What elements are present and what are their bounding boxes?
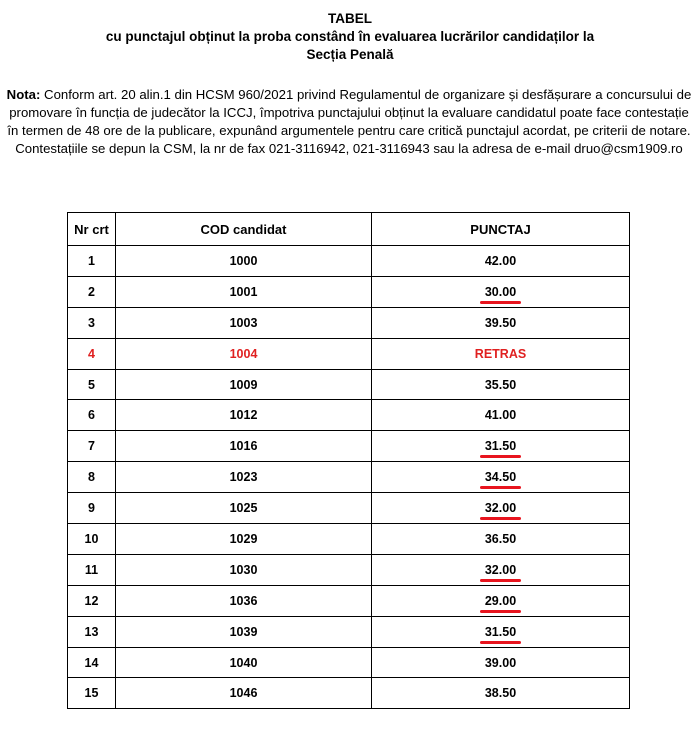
table-row: [68, 647, 630, 678]
cell-nr-crt: 13: [68, 616, 116, 647]
cell-cod-candidat: 1003: [116, 307, 372, 338]
cell-punctaj: [372, 307, 630, 338]
cell-punctaj: [372, 462, 630, 493]
cell-nr-crt: 9: [68, 493, 116, 524]
cell-nr-crt: 14: [68, 647, 116, 678]
punctaj-value-underlined: 30.00: [484, 284, 517, 299]
cell-nr-crt: 8: [68, 462, 116, 493]
cell-punctaj: [372, 647, 630, 678]
table-row: [68, 369, 630, 400]
cell-punctaj: [372, 493, 630, 524]
scores-table: [67, 212, 630, 709]
cell-nr-crt: 15: [68, 678, 116, 709]
table-row: [68, 678, 630, 709]
table-row: [68, 585, 630, 616]
cell-cod-candidat: 1029: [116, 524, 372, 555]
table-row: [68, 554, 630, 585]
title-line-3: Secția Penală: [306, 47, 394, 62]
cell-punctaj: [372, 585, 630, 616]
cell-cod-candidat: 1016: [116, 431, 372, 462]
table-row: [68, 493, 630, 524]
cell-punctaj: [372, 369, 630, 400]
cell-cod-candidat: 1039: [116, 616, 372, 647]
punctaj-value-underlined: 31.50: [484, 624, 517, 639]
punctaj-value-underlined: 31.50: [484, 439, 517, 454]
title-line-1: TABEL: [328, 11, 372, 26]
punctaj-value: 36.50: [484, 531, 517, 546]
punctaj-value: 38.50: [484, 686, 517, 701]
table-body: [68, 246, 630, 709]
cell-punctaj: [372, 554, 630, 585]
header-punctaj: PUNCTAJ: [372, 213, 630, 246]
cell-cod-candidat: 1004: [116, 338, 372, 369]
cell-punctaj: [372, 338, 630, 369]
cell-nr-crt: 2: [68, 276, 116, 307]
title-line-2: cu punctajul obținut la proba constând în evaluarea lucrărilor candidaților la: [105, 29, 595, 44]
header-row: [68, 213, 630, 246]
punctaj-value-underlined: 34.50: [484, 470, 517, 485]
table-row: [68, 246, 630, 277]
punctaj-value: 35.50: [484, 377, 517, 392]
table-row: [68, 307, 630, 338]
cell-punctaj: [372, 246, 630, 277]
table-row: [68, 462, 630, 493]
punctaj-value-underlined: 32.00: [484, 501, 517, 516]
cell-cod-candidat: 1000: [116, 246, 372, 277]
cell-cod-candidat: 1030: [116, 554, 372, 585]
header-cod-candidat: COD candidat: [116, 213, 372, 246]
punctaj-value: 39.50: [484, 315, 517, 330]
cell-nr-crt: 4: [68, 338, 116, 369]
cell-nr-crt: 7: [68, 431, 116, 462]
table-row: [68, 431, 630, 462]
cell-punctaj: [372, 616, 630, 647]
punctaj-value: 41.00: [484, 408, 517, 423]
table-row: [68, 400, 630, 431]
table-row: [68, 616, 630, 647]
header-nr-crt: Nr crt: [68, 213, 116, 246]
punctaj-value: 42.00: [484, 253, 517, 268]
note-text: Conform art. 20 alin.1 din HCSM 960/2021 privind Regulamentul de organizare și desfășurare a concursului de promovare în funcția de judecător la ICCJ, împotriva punctajului obținut la evaluare candidatul poate face contestație în termen de 48 ore de la publicare, expunând argumentele pentru care critică punctajul acordat, pe criterii de notare. Contestațiile se depun la CSM, la nr de fax 021-3116942, 021-3116943 sau la adresa de e-mail druo@csm1909.ro: [7, 87, 692, 156]
cell-cod-candidat: 1040: [116, 647, 372, 678]
cell-punctaj: [372, 678, 630, 709]
cell-punctaj: [372, 524, 630, 555]
punctaj-value: 39.00: [484, 655, 517, 670]
cell-nr-crt: 11: [68, 554, 116, 585]
note-label: Nota:: [6, 87, 41, 102]
cell-cod-candidat: 1046: [116, 678, 372, 709]
cell-punctaj: [372, 276, 630, 307]
cell-cod-candidat: 1012: [116, 400, 372, 431]
document-title: [0, 10, 700, 64]
punctaj-value-underlined: 32.00: [484, 562, 517, 577]
cell-cod-candidat: 1023: [116, 462, 372, 493]
note-paragraph: [6, 86, 692, 158]
punctaj-value-underlined: 29.00: [484, 593, 517, 608]
cell-nr-crt: 1: [68, 246, 116, 277]
table-row: [68, 338, 630, 369]
cell-punctaj: [372, 400, 630, 431]
cell-nr-crt: 10: [68, 524, 116, 555]
cell-nr-crt: 6: [68, 400, 116, 431]
cell-cod-candidat: 1009: [116, 369, 372, 400]
table-row: [68, 276, 630, 307]
cell-punctaj: [372, 431, 630, 462]
cell-nr-crt: 5: [68, 369, 116, 400]
table-row: [68, 524, 630, 555]
cell-cod-candidat: 1025: [116, 493, 372, 524]
cell-cod-candidat: 1036: [116, 585, 372, 616]
punctaj-value: RETRAS: [474, 346, 527, 361]
cell-nr-crt: 12: [68, 585, 116, 616]
cell-nr-crt: 3: [68, 307, 116, 338]
cell-cod-candidat: 1001: [116, 276, 372, 307]
